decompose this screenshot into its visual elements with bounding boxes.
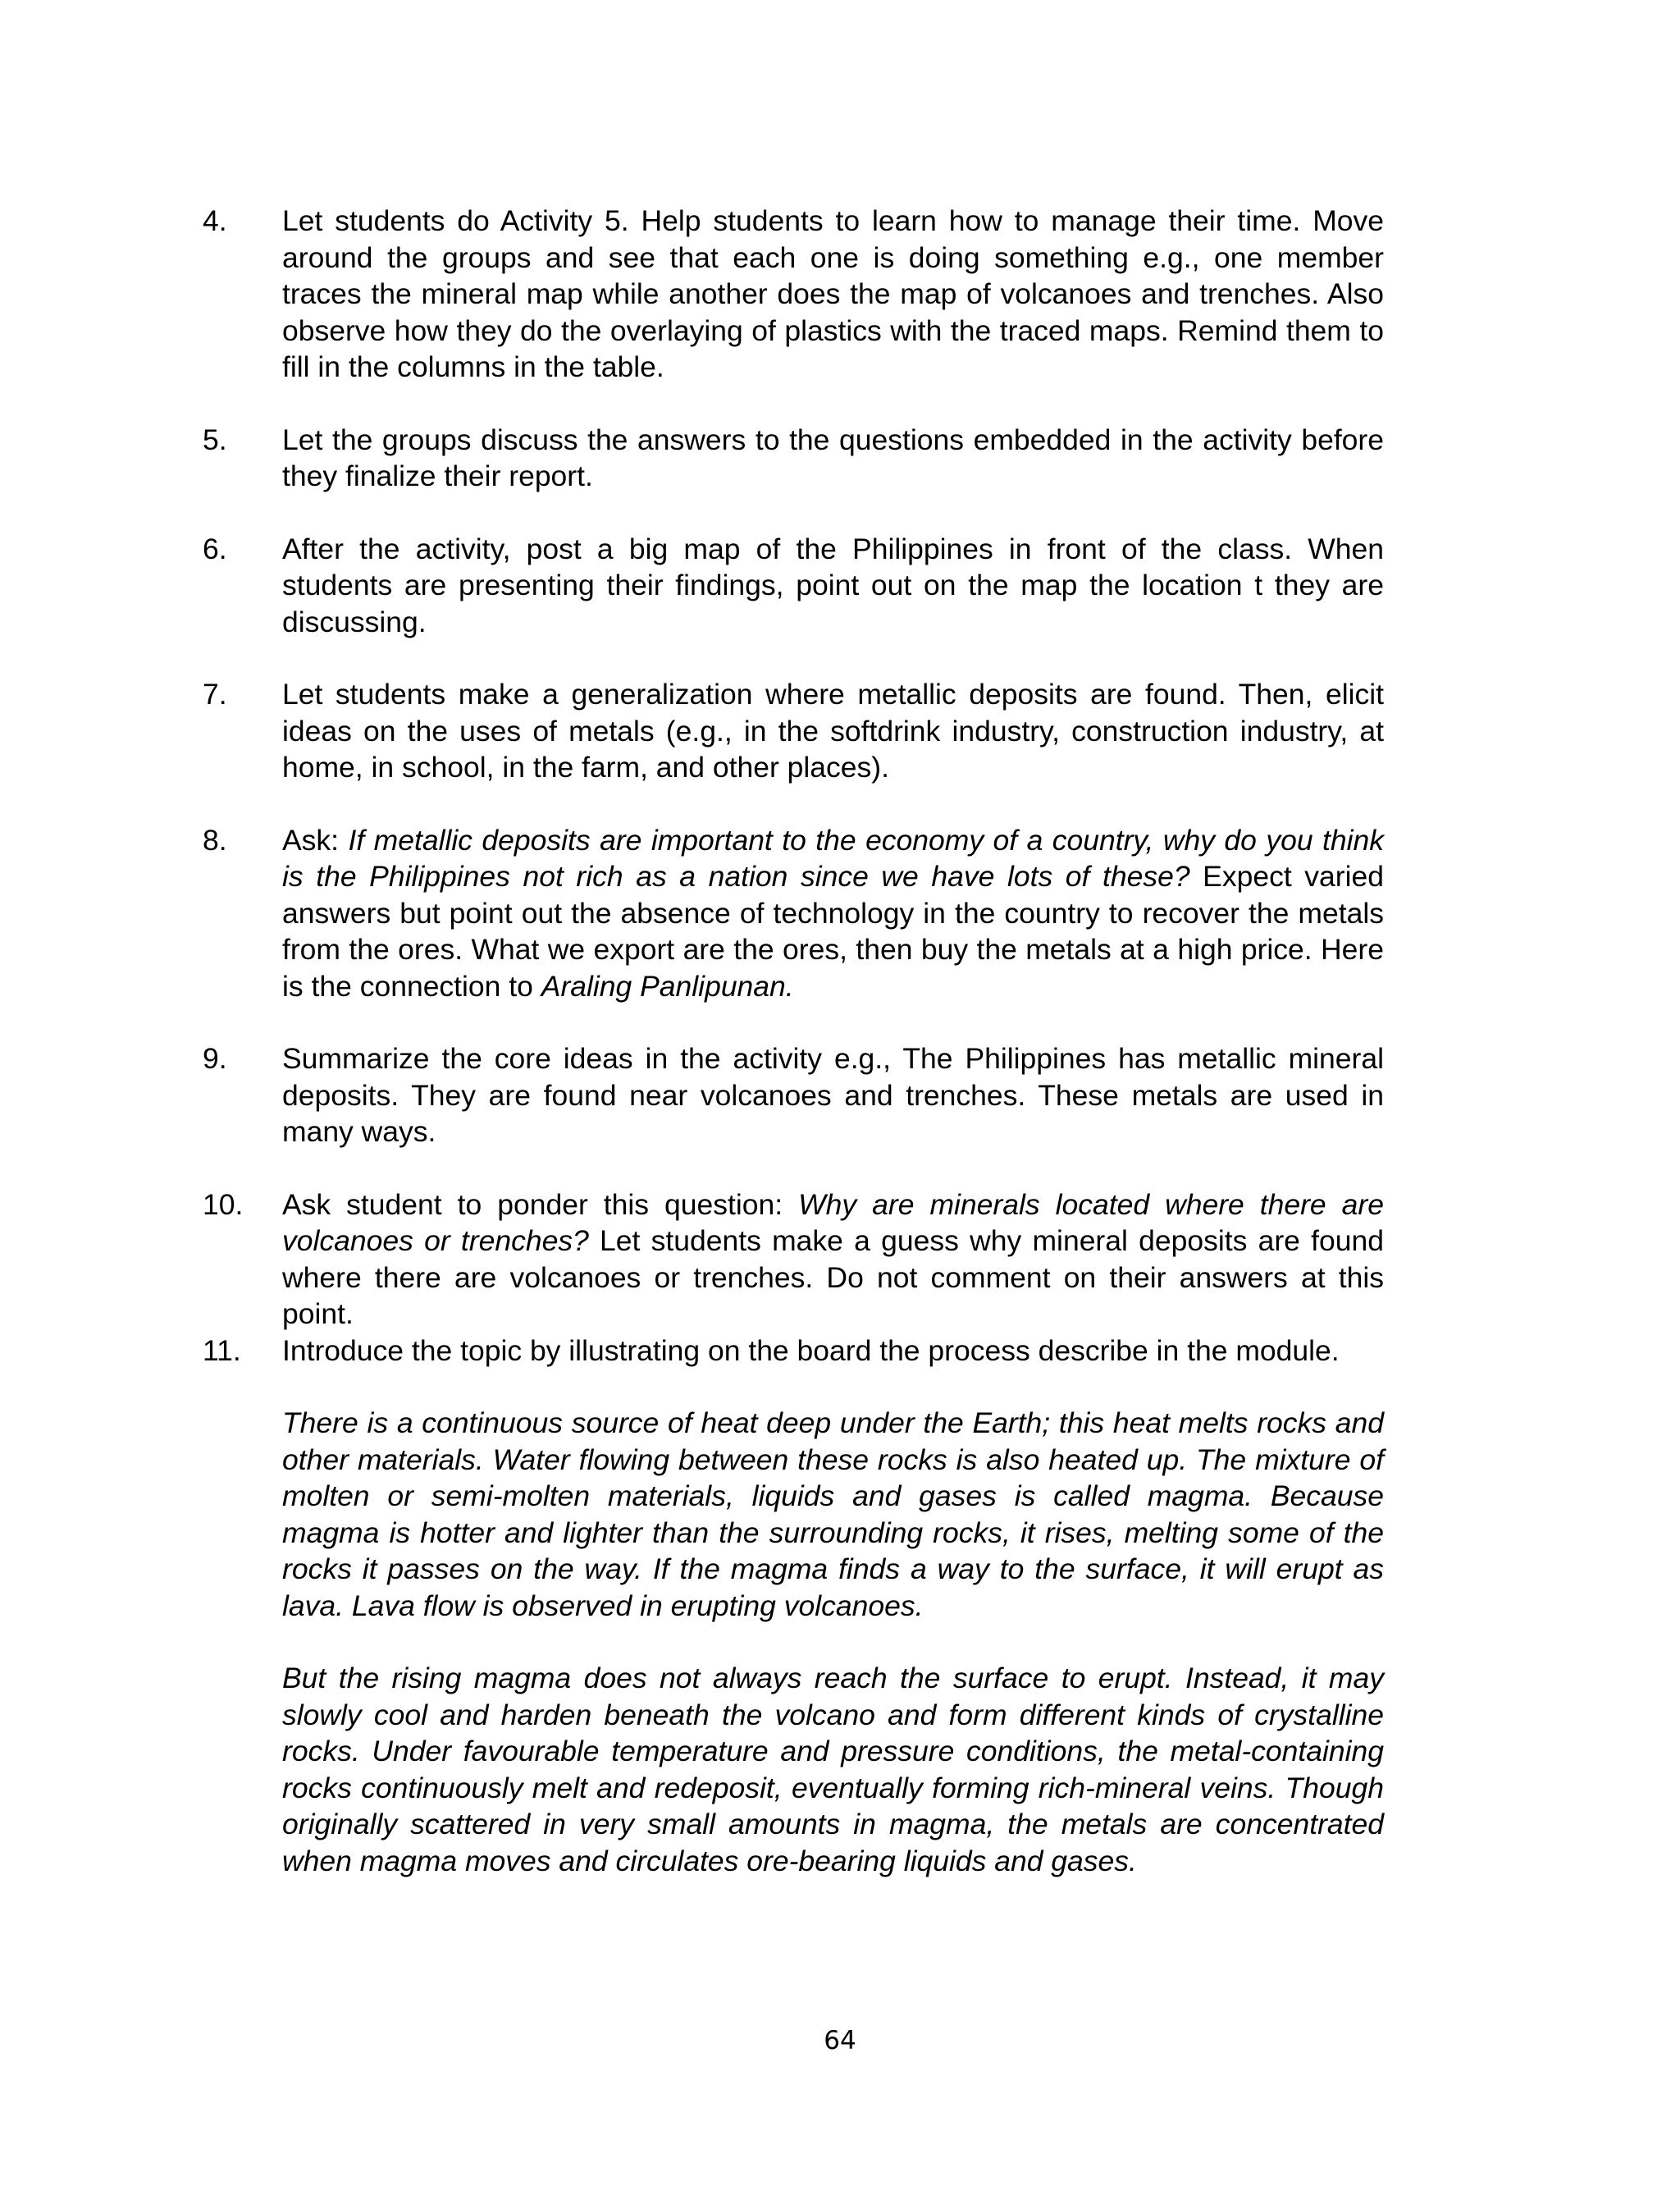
item-text: Let students do Activity 5. Help students to learn how to manage their time. Move around the groups and see that each one is doing something e.g., one member traces the mineral map while another does the map of volcanoes and trenches. Also observe how they do the overlaying of plastics with the traced maps. Remind them to fill in the columns in the table. bbox=[282, 204, 1384, 383]
item-text: Summarize the core ideas in the activity e.g., The Philippines has metallic mineral deposits. They are found near volcanoes and trenches. These metals are used in many ways. bbox=[282, 1042, 1384, 1148]
mineral-vein-paragraph: But the rising magma does not always reach the surface to erupt. Instead, it may slowly cool and harden beneath the volcano and form different kinds of crystalline rocks. Under favourable temperature and pressure conditions, the metal-containing rocks continuously melt and redeposit, eventually forming rich-mineral veins. Though originally scattered in very small amounts in magma, the metals are concentrated when magma moves and circulates ore-bearing liquids and gases. bbox=[282, 1662, 1384, 1877]
list-item-6 bbox=[203, 531, 1384, 641]
item-number: 6. bbox=[203, 532, 227, 565]
item-number: 10. bbox=[203, 1187, 244, 1221]
list-item-5 bbox=[203, 422, 1384, 495]
list-item-11 bbox=[203, 1333, 1384, 1369]
item-question: Why are minerals located where there are volcanoes or trenches? bbox=[282, 1187, 1384, 1257]
item-text: Introduce the topic by illustrating on the board the process describe in the module. bbox=[282, 1333, 1340, 1367]
item-number: 9. bbox=[203, 1042, 227, 1075]
item-number: 5. bbox=[203, 423, 227, 456]
item-lead: Ask student to ponder this question: bbox=[282, 1187, 799, 1221]
item-text: Let students make a guess why mineral deposits are found where there are volcanoes or trenches. Do not comment on their answers at this point. bbox=[282, 1224, 1384, 1330]
item-question: If metallic deposits are important to the economy of a country, why do you think is the Philippines not rich as a nation since we have lots of these? bbox=[282, 823, 1384, 893]
item-text: Let the groups discuss the answers to the questions embedded in the activity before they finalize their report. bbox=[282, 423, 1384, 492]
list-item-4 bbox=[203, 203, 1384, 386]
item-number: 7. bbox=[203, 678, 227, 711]
teacher-guide-page bbox=[203, 203, 1384, 1879]
list-item-7 bbox=[203, 676, 1384, 786]
item-text: After the activity, post a big map of the Philippines in front of the class. When students are presenting their findings, point out on the map the location t they are discussing. bbox=[282, 532, 1384, 638]
item-subject: Araling Panlipunan. bbox=[541, 969, 794, 1003]
item-number: 11. bbox=[203, 1333, 241, 1367]
list-item-8 bbox=[203, 822, 1384, 1005]
item-text: Expect varied answers but point out the absence of technology in the country to recover the metals from the ores. What we export are the ores, then buy the metals at a high price. Here is the connection to bbox=[282, 860, 1384, 1003]
item-text: Let students make a generalization where metallic deposits are found. Then, elicit ideas on the uses of metals (e.g., in the softdrink industry, construction industry, at home, in school, in the farm, and other places). bbox=[282, 678, 1384, 784]
page-number: 64 bbox=[824, 2026, 856, 2055]
item-lead: Ask: bbox=[282, 823, 349, 857]
item-number: 4. bbox=[203, 204, 227, 237]
item-number: 8. bbox=[203, 823, 227, 857]
list-item-9 bbox=[203, 1040, 1384, 1150]
list-item-10 bbox=[203, 1186, 1384, 1333]
magma-paragraph: There is a continuous source of heat deep under the Earth; this heat melts rocks and other materials. Water flowing between these rocks is also heated up. The mixture of molten or semi-molten materials, liquids and gases is called magma. Because magma is hotter and lighter than the surrounding rocks, it rises, melting some of the rocks it passes on the way. If the magma finds a way to the surface, it will erupt as lava. Lava flow is observed in erupting volcanoes. bbox=[282, 1406, 1384, 1622]
